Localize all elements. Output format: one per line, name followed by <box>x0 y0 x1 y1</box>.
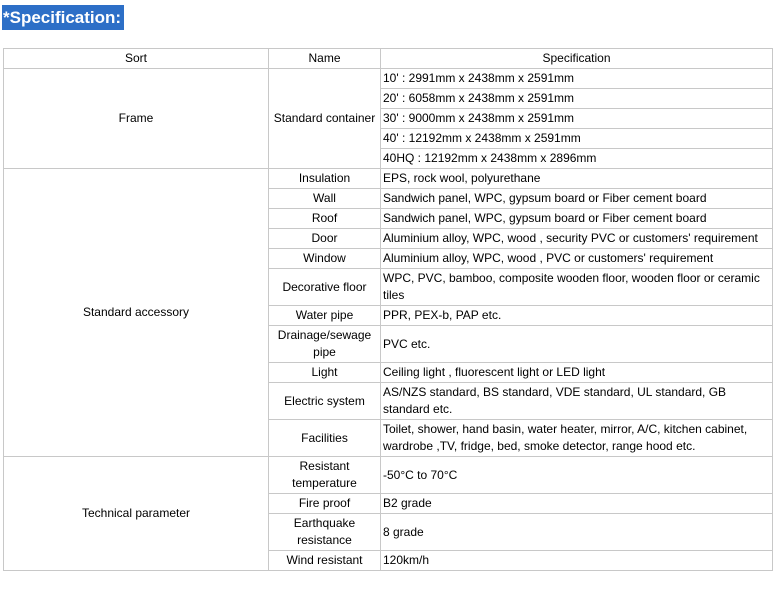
name-cell: Earthquake resistance <box>269 514 381 551</box>
sort-standard-accessory: Standard accessory <box>4 169 269 457</box>
name-cell: Electric system <box>269 383 381 420</box>
spec-cell: Toilet, shower, hand basin, water heater, mirror, A/C, kitchen cabinet, wardrobe ,TV, fridge, bed, smoke detector, range hood etc. <box>381 420 773 457</box>
name-cell: Light <box>269 363 381 383</box>
specification-table <box>3 48 773 571</box>
spec-cell: EPS, rock wool, polyurethane <box>381 169 773 189</box>
spec-cell: 20' : 6058mm x 2438mm x 2591mm <box>381 89 773 109</box>
name-cell: Resistant temperature <box>269 457 381 494</box>
spec-cell: 30' : 9000mm x 2438mm x 2591mm <box>381 109 773 129</box>
sort-technical-parameter: Technical parameter <box>4 457 269 571</box>
name-cell: Wall <box>269 189 381 209</box>
header-specification: Specification <box>381 49 773 69</box>
name-cell: Wind resistant <box>269 551 381 571</box>
name-cell: Decorative floor <box>269 269 381 306</box>
spec-cell: B2 grade <box>381 494 773 514</box>
name-cell: Door <box>269 229 381 249</box>
spec-cell: Sandwich panel, WPC, gypsum board or Fiber cement board <box>381 209 773 229</box>
spec-cell: 10' : 2991mm x 2438mm x 2591mm <box>381 69 773 89</box>
table-row <box>4 169 773 189</box>
spec-cell: Aluminium alloy, WPC, wood , security PVC or customers' requirement <box>381 229 773 249</box>
spec-cell: 120km/h <box>381 551 773 571</box>
table-header-row <box>4 49 773 69</box>
spec-cell: Ceiling light , fluorescent light or LED light <box>381 363 773 383</box>
name-cell: Window <box>269 249 381 269</box>
spec-cell: WPC, PVC, bamboo, composite wooden floor, wooden floor or ceramic tiles <box>381 269 773 306</box>
spec-cell: PVC etc. <box>381 326 773 363</box>
table-row <box>4 457 773 494</box>
spec-cell: 8 grade <box>381 514 773 551</box>
spec-cell: 40HQ : 12192mm x 2438mm x 2896mm <box>381 149 773 169</box>
spec-cell: Sandwich panel, WPC, gypsum board or Fiber cement board <box>381 189 773 209</box>
sort-frame: Frame <box>4 69 269 169</box>
page-title: *Specification: <box>2 5 124 30</box>
spec-cell: AS/NZS standard, BS standard, VDE standard, UL standard, GB standard etc. <box>381 383 773 420</box>
spec-cell: -50°C to 70°C <box>381 457 773 494</box>
header-sort: Sort <box>4 49 269 69</box>
name-cell: Drainage/sewage pipe <box>269 326 381 363</box>
spec-cell: 40' : 12192mm x 2438mm x 2591mm <box>381 129 773 149</box>
header-name: Name <box>269 49 381 69</box>
spec-cell: Aluminium alloy, WPC, wood , PVC or customers' requirement <box>381 249 773 269</box>
name-standard-container: Standard container <box>269 69 381 169</box>
name-cell: Insulation <box>269 169 381 189</box>
name-cell: Water pipe <box>269 306 381 326</box>
name-cell: Facilities <box>269 420 381 457</box>
name-cell: Roof <box>269 209 381 229</box>
table-row <box>4 69 773 89</box>
name-cell: Fire proof <box>269 494 381 514</box>
spec-cell: PPR, PEX-b, PAP etc. <box>381 306 773 326</box>
